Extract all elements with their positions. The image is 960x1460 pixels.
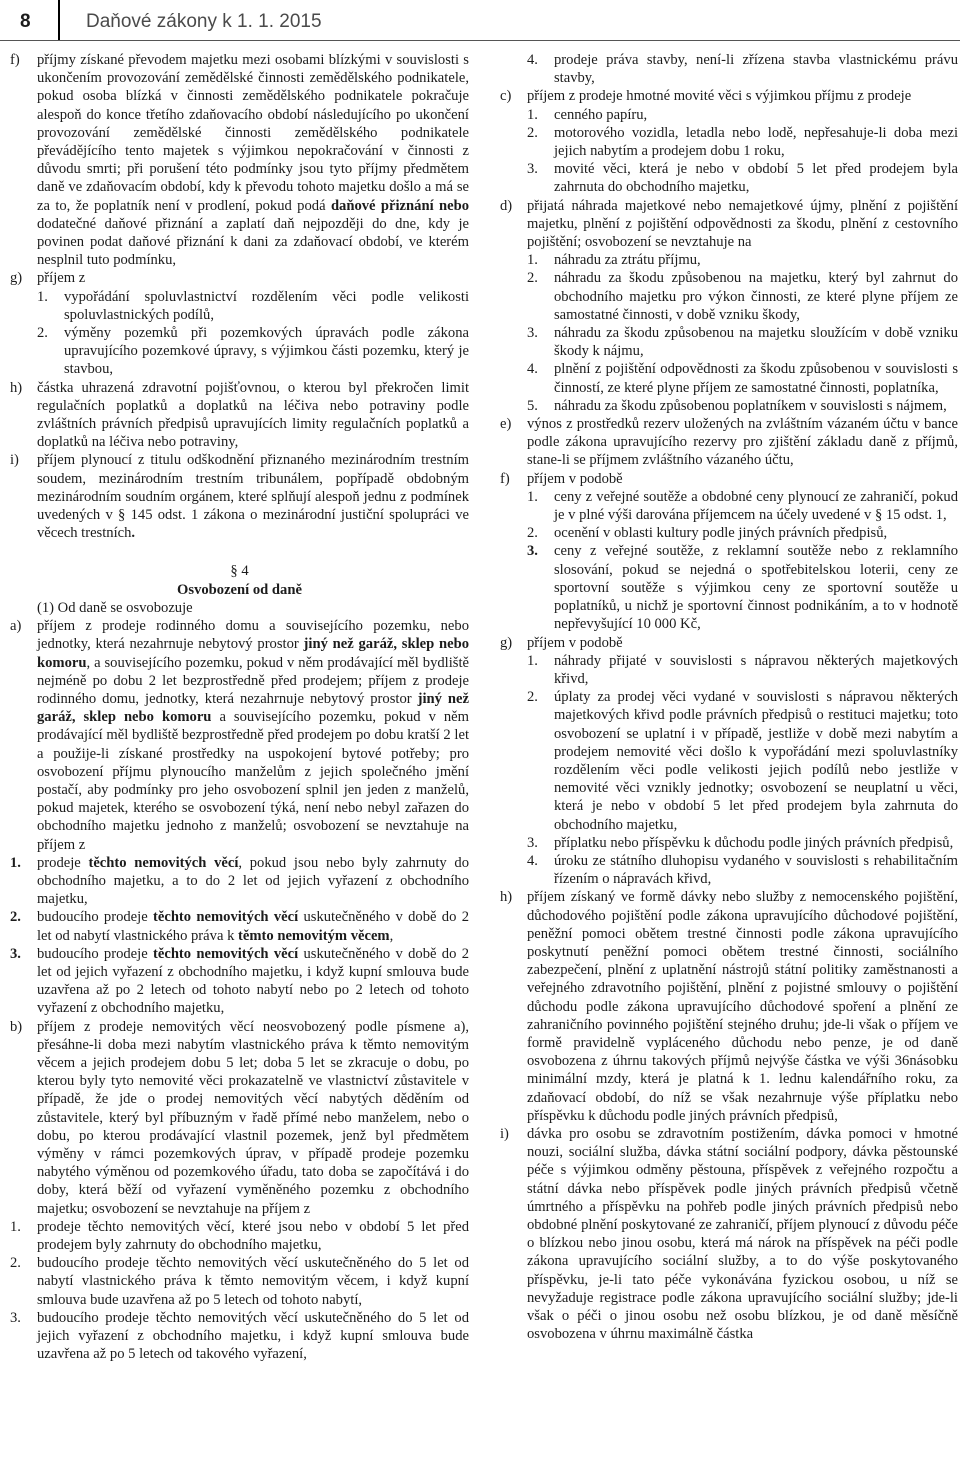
item-a: a) příjem z prodeje rodinného domu a souvisejícího pozemku, nebo jednotky, která nezahrnuje nebytový prostor jiný než garáž, sklep nebo komoru, a souvisejícího pozemku, pokud v něm prodávající měl bydliště nejméně po dobu 2 let bezprostředně před prodejem; příjem z prodeje rodinného domu, jednotky, která nezahrnuje nebytový prostor jiný než garáž, sklep nebo komoru a souvisejícího pozemku, pokud v něm prodávající měl bydliště bezprostředně před prodejem po dobu kratší 2 let a použije-li získané prostředky na uspokojení bytové potřeby; pro osvobození příjmu plynoucího manželům z jejich společného jmění postačí, aby podmínky pro jeho osvobození splnil jen jeden z manželů, pokud majetek, kterého se osvobození týká, není nebo nebyl zařazen do obchodního majetku jednoho z manželů; osvobození se nevztahuje na příjem z bbox=[10, 618, 470, 853]
item-d-2: 2. náhradu za škodu způsobenou na majetku, který byl zahrnut do obchodního majetku pro výkon činnosti, ze které plyne příjem ze samostatné činnosti, v době vzniku škody, bbox=[527, 270, 958, 323]
item-d-4: 4. plnění z pojištění odpovědnosti za škodu způsobenou v souvislosti s činností, ze které plyne příjem ze samostatné činnosti, poplatníka, bbox=[527, 361, 958, 396]
item-d-3: 3. náhradu za škodu způsobenou na majetku sloužícím v době vzniku škody k nájmu, bbox=[527, 325, 958, 360]
section-number: § 4 bbox=[230, 563, 249, 580]
item-f-3: 3. ceny z veřejné soutěže, z reklamní soutěže nebo z reklamního slosování, pokud se nejedná o spotřebitelskou loterii, ceny ze sportovní soutěže s výjimkou ceny ze sportovní soutěže u poplatníků, u nichž je sportovní činnost podnikáním, a to v hodnotě nepřevyšující 10 000 Kč, bbox=[527, 543, 958, 633]
item-b-3: 3. budoucího prodeje těchto nemovitých věcí uskutečněného do 5 let od jejich vyřazení z obchodního majetku, i když kupní smlouva bude uzavřena až po 5 letech od takového vyřazení, bbox=[10, 1309, 469, 1363]
item-e: e) výnos z prostředků rezerv uložených na zvláštním vázaném účtu v bance podle zákona upravujícího rezervy pro zjištění základu daně z příjmů, stane-li se příjmem zvláštního vázaného účtu, bbox=[500, 416, 958, 469]
item-a-2: 2. budoucího prodeje těchto nemovitých věcí uskutečněného v době do 2 let od nabytí vlastnického práva k těmto nemovitým věcem, bbox=[10, 909, 469, 944]
item-c: c) příjem z prodeje hmotné movité věci s výjimkou příjmu z prodeje bbox=[500, 88, 912, 105]
item-g-4: 4. úroku ze státního dluhopisu vydaného v souvislosti s rehabilitačním řízením o nápravách křivd, bbox=[527, 852, 958, 888]
item-c-1: 1. cenného papíru, bbox=[527, 106, 648, 123]
header-divider bbox=[58, 0, 60, 40]
right-column bbox=[500, 51, 958, 1343]
item-b-2: 2. budoucího prodeje těchto nemovitých věcí uskutečněného do 5 let od nabytí vlastnického práva k těmto nemovitým věcem, i když kupní smlouva bude uzavřena až po 5 letech od tohoto nabytí, bbox=[10, 1255, 469, 1308]
item-g: g) příjem z bbox=[10, 270, 86, 287]
item-g-1: 1. náhrady přijaté v souvislosti s nápravou některých majetkových křivd, bbox=[527, 652, 958, 687]
item-d-5: 5. náhradu za škodu způsobenou poplatníkem v souvislosti s nájmem, bbox=[527, 397, 947, 414]
item-h: h) částka uhrazená zdravotní pojišťovnou, o kterou byl překročen limit regulačních poplatků a doplatků na léčiva nebo potraviny podle zvláštních právních předpisů upravujících limity regulačních poplatků a doplatků na léčiva nebo potraviny, bbox=[10, 379, 469, 451]
item-c-2: 2. motorového vozidla, letadla nebo lodě, nepřesahuje-li doba mezi jejich nabytím a prodejem dobu 1 roku, bbox=[527, 124, 958, 160]
item-c-3: 3. movité věci, která je nebo v období 5 let před prodejem byla zahrnuta do obchodního majetku, bbox=[527, 161, 958, 196]
item-b-1: 1. prodeje těchto nemovitých věcí, které jsou nebo v období 5 let před prodejem byly zahrnuty do obchodního majetku, bbox=[10, 1218, 469, 1253]
section-title: Osvobození od daně bbox=[177, 581, 302, 598]
item-g: g) příjem v podobě bbox=[500, 634, 623, 651]
item-g-3: 3. příplatku nebo příspěvku k důchodu podle jiných právních předpisů, bbox=[527, 834, 954, 851]
page-header bbox=[0, 0, 960, 40]
running-title: Daňové zákony k 1. 1. 2015 bbox=[86, 11, 322, 32]
item-f-2: 2. ocenění v oblasti kultury podle jiných právních předpisů, bbox=[527, 525, 888, 542]
item-g-2: 2. úplaty za prodej věci vydané v souvislosti s nápravou některých majetkových křivd podle právních předpisů o restituci majetku; toto osvobození se uplatní i v případě, jestliže v době mezi nabytím a prodejem nemovité věci došlo k vypořádání mezi spoluvlastníky rozdělením věci podle velikosti jejich podílů nebo jestliže v nemovité věci vznikly jednotky; osvobození se neuplatní u věci, která je nebo v období 5 let před prodejem byla zahrnuta do obchodního majetku, bbox=[527, 689, 958, 833]
item-i: i) příjem plynoucí z titulu odškodnění přiznaného mezinárodním trestním soudem, mezinárodním trestním tribunálem, popřípadě obdobným mezinárodním soudním orgánem, které splňují alespoň jednu z podmínek uvedených v § 145 odst. 1 zákona o mezinárodní justiční spolupráci ve věcech trestních. bbox=[10, 452, 469, 542]
item-b-4: 4. prodeje práva stavby, není-li zřízena stavba vlastnickému právu stavby, bbox=[527, 52, 958, 87]
item-h: h) příjem získaný ve formě dávky nebo služby z nemocenského pojištění, důchodového pojištění podle zákona upravujícího důchodové pojištění, peněžní pomoci obětem trestné činnosti podle zákona upravujícího poskytnutí peněžní pomoci obětem trestné činnosti, sociálního zabezpečení, plnění z uplatnění nástrojů státní politiky zaměstnanosti a veřejného zdravotního pojištění, plnění z pojistné smlouvy o pojištění důchodu podle zákona upravujícího důchodové spoření a plnění ze zahraničního povinného pojištění stejného druhu; jde-li však o příjem ve formě pravidelně vypláceného důchodu nebo penze, je od daně osvobozena z úhrnu takových příjmů nejvýše částka ve výši 36násobku minimální mzdy, která je platná k 1. lednu kalendářního roku, za zdaňovací období, do níž se však nezahrnuje výše příplatku nebo příspěvku k důchodu podle jiných právních předpisů, bbox=[500, 889, 958, 1124]
page-number: 8 bbox=[20, 11, 31, 32]
item-i: i) dávka pro osobu se zdravotním postižením, dávka pomoci v hmotné nouzi, sociální služba, dávka státní sociální podpory, dávka pěstounské péče s výjimkou odměny pěstouna, příspěvek z veřejného rozpočtu a státní dávka nebo příspěvek podle jiných právních předpisů včetně úmrtného a příspěvku na pohřeb podle jiných právních předpisů nebo obdobné plnění poskytované ze zahraničí, příjem plynoucí z důvodu péče o blízkou nebo jinou osobu, která má nárok na příspěvek na péči podle zákona upravujícího sociální služby, a to do výše poskytovaného příspěvku, je-li tato péče vykonávána fyzickou osobou, u níž se nevyžaduje registrace podle zákona upravujícího sociální služby; jde-li však o péči o jinou osobu než osobu blízkou, je od daně měsíčně osvobozena v úhrnu maximálně částka bbox=[500, 1125, 958, 1343]
paragraph-1-intro: (1) Od daně se osvobozuje bbox=[37, 599, 193, 616]
left-column bbox=[10, 51, 469, 1363]
item-b: b) příjem z prodeje nemovitých věcí neosvobozený podle písmene a), přesáhne-li doba mezi nabytím vlastnického práva k těmto nemovitým věcem a jejich prodejem dobu 5 let; doba 5 let se zkracuje o dobu, po kterou byly tyto nemovité věci prokazatelně ve vlastnictví zůstavitele v případě, že jde o prodej nemovitých věcí nabytých děděním od zůstavitele, který byl příbuzným v řadě přímé nebo manželem, nebo o dobu, po kterou prodávající vlastnil pozemek, jenž byl předmětem výměny v rámci pozemkových úprav, v případě prodeje pozemku nabytého výměnou od pozemkového úřadu, tato doba se započítává i do doby, která běží od vyřazení vyměněného pozemku z obchodního majetku; osvobození se nevztahuje na příjem z bbox=[10, 1018, 469, 1217]
item-f-1: 1. ceny z veřejné soutěže a obdobné ceny plynoucí ze zahraničí, pokud je v plné výši darována příjemcem na účely uvedené v § 15 odst. 1, bbox=[527, 488, 958, 524]
item-f: f) příjmy získané převodem majetku mezi osobami blízkými v souvislosti s ukončením provozování zemědělské činnosti zemědělského podnikatele, pokud osoba blízká v činnosti zemědělského podnikatele pokračuje alespoň do konce třetího zdaňovacího období následujícího po ukončení provozování zemědělské činnosti zemědělského podnikatele převádějícího tento majetek s výjimkou nepokračování v činnosti z důvodu smrti; při porušení této podmínky jsou tyto příjmy předmětem daně ve zdaňovacím období, kdy k převodu tohoto majetku došlo a má se za to, že poplatník není v prodlení, pokud podá daňové přiznání nebo dodatečné daňové přiznání a zaplatí daň nejpozději do dne, kdy je povinen podat daňové přiznání k dani za zdaňovací období, ve kterém nesplnil tuto podmínku, bbox=[10, 52, 469, 269]
item-a-1: 1. prodeje těchto nemovitých věcí, pokud jsou nebo byly zahrnuty do obchodního majetku, a to do 2 let od jejich vyřazení z obchodního majetku, bbox=[10, 854, 469, 908]
item-g-1: 1. vypořádání spoluvlastnictví rozdělením věci podle velikosti spoluvlastnických podílů, bbox=[37, 288, 469, 323]
item-d-1: 1. náhradu za ztrátu příjmu, bbox=[527, 252, 701, 269]
item-g-2: 2. výměny pozemků při pozemkových úpravách podle zákona upravujícího pozemkové úpravy, s výjimkou části pozemku, který je stavbou, bbox=[37, 325, 469, 378]
item-a-3: 3. budoucího prodeje těchto nemovitých věcí uskutečněného v době do 2 let od jejich vyřazení z obchodního majetku, i když kupní smlouva bude uzavřena až po 2 letech od tohoto nabytí nebo po 2 letech od tohoto vyřazení z obchodního majetku, bbox=[10, 945, 469, 1017]
item-f: f) příjem v podobě bbox=[500, 470, 623, 487]
item-d: d) přijatá náhrada majetkové nebo nemajetkové újmy, plnění z pojištění majetku, plnění z pojištění odpovědnosti za škodu, plnění z cestovního pojištění; osvobození se nevztahuje na bbox=[500, 197, 958, 251]
header-rule bbox=[0, 40, 960, 41]
